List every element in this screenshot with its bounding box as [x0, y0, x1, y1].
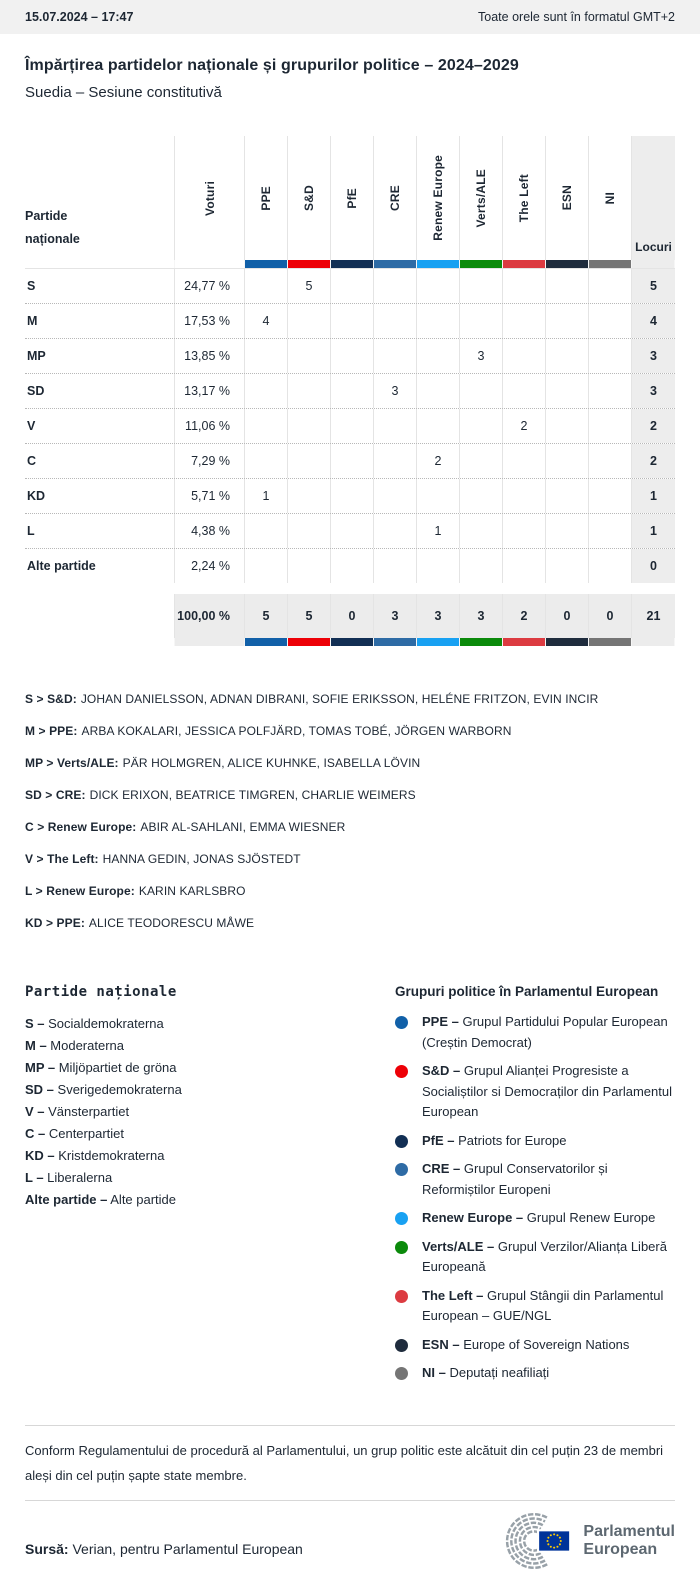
party-legend-item: [25, 1123, 395, 1145]
totals-seat-cell: 0: [331, 594, 374, 638]
seat-cell: [331, 374, 374, 408]
group-column-header: [460, 136, 503, 260]
table-row: [25, 303, 675, 338]
seat-cell: [460, 444, 503, 478]
group-abbr: ESN –: [422, 1336, 460, 1352]
seat-cell: [288, 339, 331, 373]
votes-cell: 17,53 %: [175, 304, 245, 338]
group-abbr: Verts/ALE –: [422, 1238, 495, 1254]
seat-cell: [546, 409, 589, 443]
seat-cell: [546, 374, 589, 408]
seat-cell: [417, 549, 460, 583]
seat-cell: 3: [374, 374, 417, 408]
votes-cell: 13,17 %: [175, 374, 245, 408]
group-column-header: [417, 136, 460, 260]
group-column-header: [245, 136, 288, 260]
votes-cell: 11,06 %: [175, 409, 245, 443]
group-color-dot: [395, 1163, 408, 1176]
group-column-header: [374, 136, 417, 260]
bar-spacer: [25, 638, 175, 646]
party-name: Vänsterpartiet: [44, 1104, 130, 1119]
seat-cell: [460, 374, 503, 408]
party-abbr: KD –: [25, 1148, 55, 1163]
group-desc: Grupul Verzilor/Alianța Liberă Europeană: [422, 1238, 667, 1274]
seat-cell: [589, 444, 632, 478]
votes-column-header: [175, 136, 245, 260]
group-color-bar: [546, 638, 589, 646]
totals-seat-cell: 3: [374, 594, 417, 638]
ep-logo-line1: Parlamentul: [583, 1522, 675, 1540]
seat-cell: [331, 304, 374, 338]
group-abbr: S&D –: [422, 1063, 461, 1078]
group-column-header-label: CRE: [388, 185, 402, 211]
group-legend-item: [395, 1286, 675, 1327]
group-color-bar: [460, 260, 503, 268]
hemicycle-icon: [499, 1511, 575, 1571]
seat-cell: [417, 269, 460, 303]
seat-cell: 3: [460, 339, 503, 373]
seat-cell: [546, 479, 589, 513]
seats-column-header: Locuri: [632, 136, 675, 260]
seat-cell: [374, 409, 417, 443]
seat-cell: [331, 514, 374, 548]
seat-cell: [288, 514, 331, 548]
party-column-header: [25, 136, 175, 260]
table-row: [25, 268, 675, 303]
group-legend-items: [395, 1012, 675, 1384]
seat-cell: [460, 409, 503, 443]
group-column-header-label: PPE: [259, 185, 273, 211]
seat-cell: [503, 549, 546, 583]
seat-cell: [546, 269, 589, 303]
party-abbr: L –: [25, 1170, 44, 1185]
party-legend-item: [25, 1035, 395, 1057]
votes-cell: 2,24 %: [175, 549, 245, 583]
group-abbr: PPE –: [422, 1014, 459, 1029]
votes-cell: 24,77 %: [175, 269, 245, 303]
group-legend-item: [395, 1363, 675, 1384]
totals-spacer: [25, 594, 175, 638]
party-legend: [25, 984, 395, 1392]
group-color-bar: [331, 260, 374, 268]
seat-cell: [245, 444, 288, 478]
seats-total-cell: 1: [632, 479, 675, 513]
member-line-label: S > S&D:: [25, 692, 77, 706]
content: [0, 57, 700, 1571]
member-line: [25, 820, 675, 834]
member-line-label: V > The Left:: [25, 852, 99, 866]
footer: [25, 1511, 675, 1571]
seats-total-cell: 1: [632, 514, 675, 548]
group-column-header-label: Renew Europe: [431, 155, 445, 241]
party-cell: L: [25, 514, 175, 548]
group-legend: [395, 984, 675, 1392]
party-column-header-label: Partide naționale: [25, 208, 80, 247]
group-legend-item: [395, 1061, 675, 1123]
member-line: [25, 756, 675, 770]
party-abbr: C –: [25, 1126, 46, 1141]
bar-spacer: [25, 260, 175, 268]
group-legend-item: [395, 1335, 675, 1356]
legends: [25, 984, 675, 1392]
seat-cell: [288, 304, 331, 338]
seat-cell: [460, 514, 503, 548]
group-color-bar: [417, 260, 460, 268]
group-color-bar: [374, 638, 417, 646]
group-color-dot: [395, 1016, 408, 1029]
seat-cell: [460, 269, 503, 303]
member-line-label: C > Renew Europe:: [25, 820, 137, 834]
party-name: Sverigedemokraterna: [53, 1082, 182, 1097]
seat-cell: [288, 549, 331, 583]
party-cell: V: [25, 409, 175, 443]
group-column-header: [589, 136, 632, 260]
group-color-bar: [546, 260, 589, 268]
seats-total-cell: 5: [632, 269, 675, 303]
report-datetime: 15.07.2024 – 17:47: [25, 10, 134, 24]
group-column-header-label: S&D: [302, 185, 316, 211]
group-color-bar-row: [25, 260, 675, 268]
seat-cell: 2: [417, 444, 460, 478]
seat-cell: [589, 339, 632, 373]
seat-cell: [245, 269, 288, 303]
party-legend-item: [25, 1057, 395, 1079]
seat-cell: 1: [245, 479, 288, 513]
group-legend-item: [395, 1131, 675, 1152]
party-legend-item: [25, 1145, 395, 1167]
seat-cell: [589, 514, 632, 548]
totals-seats-cell: 21: [632, 594, 675, 638]
bar-spacer: [632, 638, 675, 646]
seat-cell: [503, 374, 546, 408]
group-color-bar: [503, 638, 546, 646]
group-color-dot: [395, 1212, 408, 1225]
seat-cell: [374, 304, 417, 338]
party-abbr: MP –: [25, 1060, 56, 1075]
seat-cell: [460, 304, 503, 338]
totals-seat-cell: 5: [288, 594, 331, 638]
seat-cell: [503, 479, 546, 513]
results-table: [25, 136, 675, 646]
seats-total-cell: 3: [632, 339, 675, 373]
totals-seat-cell: 2: [503, 594, 546, 638]
group-column-header-label: NI: [603, 191, 617, 205]
member-line-names: HANNA GEDIN, JONAS SJÖSTEDT: [102, 852, 301, 866]
page-title: Împărțirea partidelor naționale și grupurilor politice – 2024–2029: [25, 57, 519, 74]
group-column-header-label: Verts/ALE: [474, 168, 488, 228]
seats-total-cell: 3: [632, 374, 675, 408]
member-line: [25, 724, 675, 738]
totals-color-bar-row: [25, 638, 675, 646]
party-cell: Alte partide: [25, 549, 175, 583]
totals-seat-cell: 3: [417, 594, 460, 638]
ep-logo: [499, 1511, 675, 1571]
group-column-header: [503, 136, 546, 260]
group-color-dot: [395, 1290, 408, 1303]
group-color-bar: [288, 260, 331, 268]
seat-cell: [331, 269, 374, 303]
group-column-header-label: PfE: [345, 187, 359, 209]
party-name: Centerpartiet: [45, 1126, 124, 1141]
member-line-names: ABIR AL-SAHLANI, EMMA WIESNER: [140, 820, 346, 834]
votes-cell: 7,29 %: [175, 444, 245, 478]
seat-cell: [374, 269, 417, 303]
group-abbr: The Left –: [422, 1287, 484, 1303]
seat-cell: [503, 304, 546, 338]
group-desc: Grupul Stângii din Parlamentul European – GUE/NGL: [422, 1287, 664, 1323]
member-line-label: SD > CRE:: [25, 788, 86, 802]
party-name: Moderaterna: [46, 1038, 124, 1053]
party-legend-item: [25, 1013, 395, 1035]
party-name: Socialdemokraterna: [44, 1016, 164, 1031]
seat-cell: [460, 479, 503, 513]
seats-total-cell: 0: [632, 549, 675, 583]
totals-row: [25, 594, 675, 638]
party-legend-item: [25, 1079, 395, 1101]
seat-cell: [546, 339, 589, 373]
table-row: [25, 548, 675, 583]
seat-cell: [503, 444, 546, 478]
party-abbr: SD –: [25, 1082, 54, 1097]
table-header-row: [25, 136, 675, 260]
topbar: [0, 0, 700, 34]
seat-cell: [331, 339, 374, 373]
group-color-bar: [503, 260, 546, 268]
group-color-bar: [460, 638, 503, 646]
member-line-label: KD > PPE:: [25, 916, 85, 930]
votes-column-header-label: Voturi: [202, 180, 217, 216]
seat-cell: [417, 374, 460, 408]
seat-cell: [546, 444, 589, 478]
votes-cell: 5,71 %: [175, 479, 245, 513]
seat-cell: [589, 479, 632, 513]
seat-cell: [374, 514, 417, 548]
group-abbr: CRE –: [422, 1161, 461, 1176]
group-desc: Europe of Sovereign Nations: [459, 1336, 630, 1352]
seat-cell: [589, 304, 632, 338]
table-row: [25, 513, 675, 548]
party-cell: SD: [25, 374, 175, 408]
seat-cell: [245, 514, 288, 548]
seat-cell: [417, 304, 460, 338]
party-cell: MP: [25, 339, 175, 373]
party-legend-item: [25, 1101, 395, 1123]
party-name: Miljöpartiet de gröna: [55, 1060, 177, 1075]
group-legend-item: [395, 1012, 675, 1053]
group-color-dot: [395, 1339, 408, 1352]
procedure-note: Conform Regulamentului de procedură al Parlamentului, un grup politic este alcătuit din cel puțin 23 de membri aleși din cel puțin șapte state membre.: [25, 1442, 664, 1483]
seat-cell: 2: [503, 409, 546, 443]
group-color-dot: [395, 1367, 408, 1380]
seat-cell: [546, 514, 589, 548]
group-abbr: PfE –: [422, 1132, 455, 1148]
seats-total-cell: 2: [632, 409, 675, 443]
ep-logo-line2: European: [583, 1540, 658, 1558]
totals-votes-cell: 100,00 %: [175, 594, 245, 638]
party-name: Kristdemokraterna: [54, 1148, 165, 1163]
seat-cell: [546, 304, 589, 338]
seat-cell: [503, 269, 546, 303]
table-row: [25, 338, 675, 373]
totals-seat-cell: 0: [589, 594, 632, 638]
seat-cell: 5: [288, 269, 331, 303]
seat-cell: [589, 549, 632, 583]
party-abbr: Alte partide –: [25, 1192, 108, 1207]
table-row: [25, 443, 675, 478]
party-cell: S: [25, 269, 175, 303]
seat-cell: [589, 409, 632, 443]
member-line: [25, 916, 675, 930]
party-legend-items: [25, 1013, 395, 1211]
group-abbr: NI –: [422, 1365, 446, 1380]
party-cell: KD: [25, 479, 175, 513]
party-name: Liberalerna: [43, 1170, 113, 1185]
party-abbr: S –: [25, 1016, 45, 1031]
source-text: Verian, pentru Parlamentul European: [72, 1540, 303, 1557]
bar-spacer: [175, 638, 245, 646]
member-line-names: JOHAN DANIELSSON, ADNAN DIBRANI, SOFIE ERIKSSON, HELÉNE FRITZON, EVIN INCIR: [80, 692, 599, 706]
seat-cell: [417, 479, 460, 513]
table-row: [25, 373, 675, 408]
seat-cell: [331, 549, 374, 583]
party-cell: C: [25, 444, 175, 478]
group-column-header: [546, 136, 589, 260]
party-legend-heading: Partide naționale: [25, 984, 177, 1000]
members-list: [25, 692, 675, 930]
seat-cell: [546, 549, 589, 583]
table-row: [25, 478, 675, 513]
member-line-label: MP > Verts/ALE:: [25, 756, 119, 770]
seat-cell: 4: [245, 304, 288, 338]
ep-logo-text: [583, 1523, 675, 1559]
seat-cell: [374, 339, 417, 373]
seat-cell: [288, 374, 331, 408]
group-color-bar: [589, 638, 632, 646]
seat-cell: [374, 549, 417, 583]
page-subtitle: Suedia – Sesiune constitutivă: [25, 84, 222, 101]
timezone-note: Toate orele sunt în formatul GMT+2: [478, 10, 675, 24]
totals-seat-cell: 3: [460, 594, 503, 638]
party-cell: M: [25, 304, 175, 338]
group-color-dot: [395, 1135, 408, 1148]
seat-cell: [417, 339, 460, 373]
seat-cell: [245, 409, 288, 443]
seat-cell: [589, 269, 632, 303]
member-line-names: PÄR HOLMGREN, ALICE KUHNKE, ISABELLA LÖVIN: [122, 756, 421, 770]
group-legend-item: [395, 1159, 675, 1200]
member-line-names: ARBA KOKALARI, JESSICA POLFJÄRD, TOMAS TOBÉ, JÖRGEN WARBORN: [81, 724, 512, 738]
party-abbr: V –: [25, 1104, 45, 1119]
group-desc: Deputați neafiliați: [445, 1365, 550, 1380]
group-desc: Patriots for Europe: [454, 1132, 567, 1148]
party-legend-item: [25, 1167, 395, 1189]
seat-cell: [331, 409, 374, 443]
group-color-dot: [395, 1065, 408, 1078]
member-line-label: L > Renew Europe:: [25, 884, 135, 898]
group-color-bar: [288, 638, 331, 646]
group-color-bar: [245, 638, 288, 646]
group-legend-item: [395, 1237, 675, 1278]
seat-cell: [460, 549, 503, 583]
group-desc: Grupul Conservatorilor și Reformiștilor Europeni: [422, 1161, 608, 1197]
divider-bottom: [25, 1500, 675, 1501]
member-line-names: ALICE TEODORESCU MÅWE: [88, 916, 255, 930]
votes-cell: 4,38 %: [175, 514, 245, 548]
seat-cell: [245, 549, 288, 583]
seat-cell: [374, 444, 417, 478]
member-line-names: DICK ERIXON, BEATRICE TIMGREN, CHARLIE WEIMERS: [89, 788, 416, 802]
group-column-header-label: ESN: [560, 185, 574, 211]
member-line: [25, 852, 675, 866]
seats-total-cell: 2: [632, 444, 675, 478]
group-legend-item: [395, 1208, 675, 1229]
totals-seat-cell: 0: [546, 594, 589, 638]
seat-cell: [417, 409, 460, 443]
member-line: [25, 884, 675, 898]
votes-cell: 13,85 %: [175, 339, 245, 373]
seat-cell: [589, 374, 632, 408]
group-column-header: [288, 136, 331, 260]
divider-top: [25, 1425, 675, 1426]
member-line-names: KARIN KARLSBRO: [138, 884, 246, 898]
seat-cell: [288, 409, 331, 443]
seat-cell: 1: [417, 514, 460, 548]
seat-cell: [503, 514, 546, 548]
table-row: [25, 408, 675, 443]
source-label: Sursă:: [25, 1540, 69, 1557]
group-desc: Grupul Partidului Popular European (Creștin Democrat): [422, 1014, 668, 1050]
group-abbr: Renew Europe –: [422, 1210, 524, 1225]
member-line: [25, 788, 675, 802]
group-color-bar: [331, 638, 374, 646]
group-color-bar: [417, 638, 460, 646]
party-abbr: M –: [25, 1038, 47, 1053]
seat-cell: [331, 479, 374, 513]
totals-seat-cell: 5: [245, 594, 288, 638]
seat-cell: [288, 479, 331, 513]
seat-cell: [288, 444, 331, 478]
group-desc: Grupul Renew Europe: [523, 1210, 656, 1225]
source-line: [25, 1541, 303, 1571]
seat-cell: [331, 444, 374, 478]
group-column-header: [331, 136, 374, 260]
group-color-dot: [395, 1241, 408, 1254]
bar-spacer: [175, 260, 245, 268]
group-color-bar: [245, 260, 288, 268]
group-desc: Grupul Alianței Progresiste a Socialiștilor si Democraților din Parlamentul European: [422, 1063, 672, 1119]
seat-cell: [503, 339, 546, 373]
group-color-bar: [589, 260, 632, 268]
member-line: [25, 692, 675, 706]
group-legend-heading: Grupuri politice în Parlamentul European: [395, 984, 659, 999]
group-color-bar: [374, 260, 417, 268]
group-column-header-label: The Left: [517, 173, 531, 223]
seat-cell: [245, 374, 288, 408]
seats-total-cell: 4: [632, 304, 675, 338]
member-line-label: M > PPE:: [25, 724, 78, 738]
seat-cell: [374, 479, 417, 513]
seat-cell: [245, 339, 288, 373]
party-legend-item: [25, 1189, 395, 1211]
bar-spacer: [632, 260, 675, 268]
party-name: Alte partide: [107, 1192, 177, 1207]
